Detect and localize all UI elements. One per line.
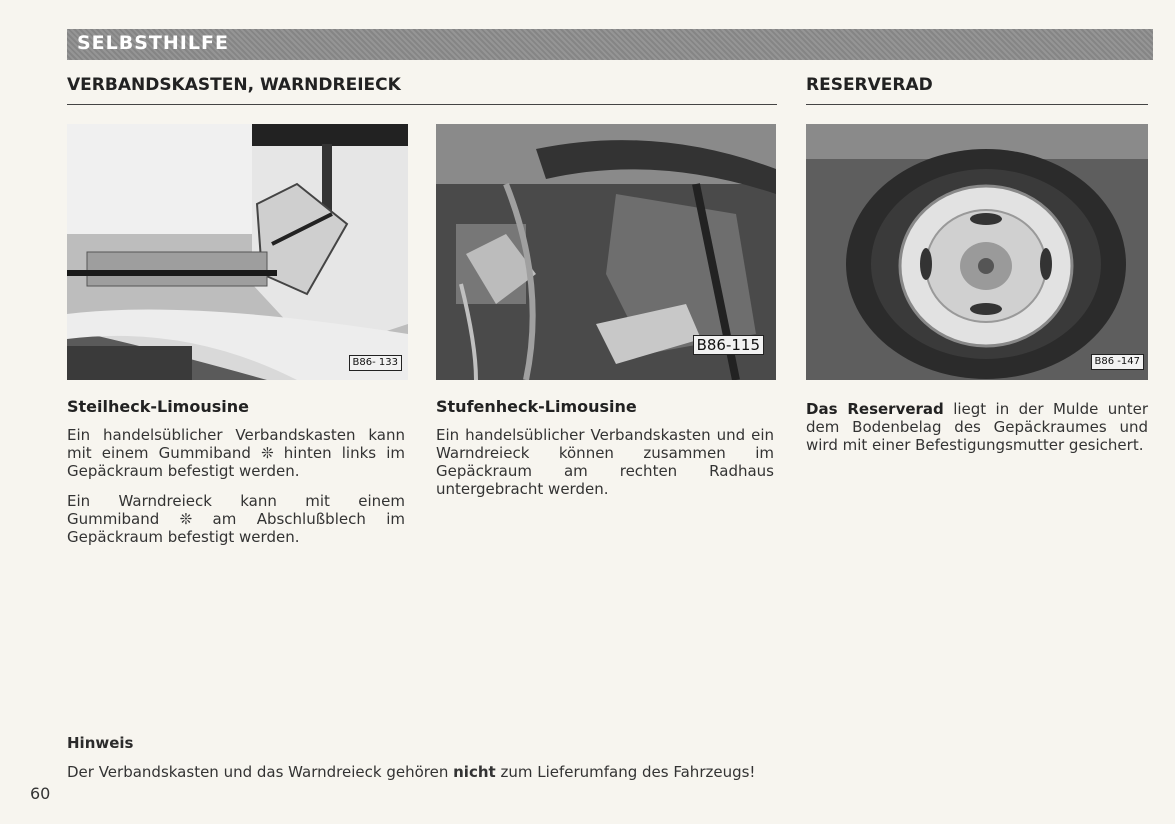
banner-title: SELBSTHILFE — [77, 32, 229, 54]
left-heading-rule — [67, 104, 777, 105]
spare-wheel-illustration — [806, 124, 1148, 380]
left-section-heading: VERBANDSKASTEN, WARNDREIECK — [67, 75, 401, 95]
hint-text-before: Der Verbandskasten und das Warndreieck gehören — [67, 763, 454, 781]
caption-title-sedan: Stufenheck-Limousine — [436, 397, 637, 416]
photo-spare-wheel — [806, 124, 1148, 380]
hint-title: Hinweis — [67, 734, 134, 752]
paragraph-first-aid-kit: Ein handelsüblicher Verbandskasten kann mit einem Gummiband ❊ hinten links im Gepäckraum befestigt werden. — [67, 426, 405, 480]
caption-title-hatchback: Steilheck-Limousine — [67, 397, 249, 416]
paragraph-sedan-storage: Ein handelsüblicher Verbandskasten und ein Warndreieck können zusammen im Gepäckraum am rechten Radhaus untergebracht werden. — [436, 426, 774, 498]
paragraph-warning-triangle: Ein Warndreieck kann mit einem Gummiband ❊ am Abschlußblech im Gepäckraum befestigt werden. — [67, 492, 405, 546]
spare-wheel-text: liegt in der Mulde unter dem Bodenbelag des Gepäckraumes und wird mit einer Befestigungsmutter gesichert. — [806, 400, 1149, 454]
photo-code-3: B86 -147 — [1091, 354, 1144, 370]
paragraph-spare-wheel — [806, 400, 1148, 454]
section-banner — [67, 29, 1153, 60]
hint-text-bold: nicht — [453, 763, 496, 781]
photo-sedan-trunk — [436, 124, 776, 380]
photo-code-2: B86-115 — [693, 335, 764, 355]
spare-wheel-lead: Das Reserverad — [806, 400, 944, 418]
right-section-heading: RESERVERAD — [806, 75, 933, 95]
photo-hatchback-trunk — [67, 124, 408, 380]
hatchback-trunk-illustration — [67, 124, 408, 380]
hint-text-after: zum Lieferumfang des Fahrzeugs! — [495, 763, 756, 781]
page-number: 60 — [30, 784, 51, 803]
hint-text — [67, 762, 757, 782]
right-heading-rule — [806, 104, 1148, 105]
photo-code-1: B86- 133 — [349, 355, 402, 371]
